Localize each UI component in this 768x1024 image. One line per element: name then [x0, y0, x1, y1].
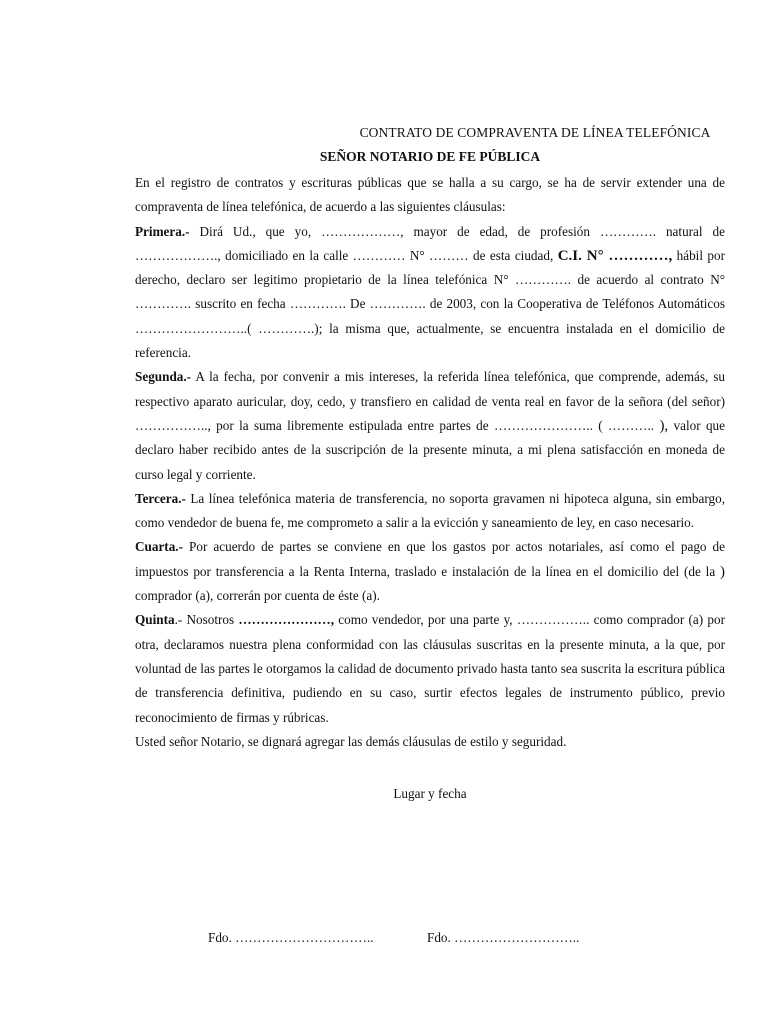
clause-primera-ci: C.I. N° …………, — [557, 247, 673, 264]
clause-cuarta-text-2: comprador (a), correrán por cuenta de éste (a). — [135, 588, 380, 604]
closing-paragraph: Usted señor Notario, se dignará agregar las demás cláusulas de estilo y seguridad. — [135, 733, 567, 749]
clause-quinta-dots: …………………, — [238, 612, 334, 628]
clause-quinta-text-1: .- Nosotros — [174, 612, 239, 628]
clause-quinta — [135, 608, 725, 729]
clause-primera-text-2: hábil por derecho, declaro ser legitimo propietario de la línea telefónica N° …………. de acuerdo al contrato N° …………. suscrito en fecha …………. De …………. de 2003, con la Cooperativa de Teléfonos Automáticos ……………………..( ………….); la misma que, actualmente, se encuentra instalada en el domicilio de referencia. — [135, 247, 725, 361]
document-body — [135, 171, 725, 754]
clause-quinta-text-2: como vendedor, por una parte y, …………….. como comprador (a) por otra, declaramos nuestra plena conformidad con las cláusulas suscritas en la presente minuta, a la que, por voluntad de las partes le otorgamos la calidad de documento privado hasta tanto sea suscrita la escritura pública de transferencia definitiva, pudiendo en su caso, surtir efectos legales de instrumento público, previo reconocimiento de firmas y rúbricas. — [135, 612, 725, 725]
clause-cuarta — [135, 535, 725, 608]
clause-cuarta-paren: ) — [720, 563, 725, 580]
signature-line-2: Fdo. ……………………….. — [427, 930, 580, 945]
clause-segunda-text-1: A la fecha, por convenir a mis intereses, la referida línea telefónica, que comprende, además, su respectivo aparato auricular, doy, cedo, y transfiero en calidad de venta real en favor de la señora (del señor) …………….., por la suma libremente estipulada entre partes de ………………….. ( ……….. — [135, 369, 725, 433]
clause-tercera-title: Tercera.- — [135, 490, 186, 506]
clause-cuarta-text-1: Por acuerdo de partes se conviene en que los gastos por actos notariales, así como el pago de impuestos por transferencia a la Renta Interna, traslado e instalación de la línea en el domicilio del (de la — [135, 539, 725, 579]
clause-segunda-text-2: valor que declaro haber recibido antes de la suscripción de la presente minuta, a mi plena satisfacción en moneda de curso legal y corriente. — [135, 417, 726, 482]
clause-tercera — [135, 487, 725, 536]
clause-segunda — [135, 365, 725, 486]
signature-line-1: Fdo. ………………………….. — [208, 930, 374, 945]
place-and-date: Lugar y fecha — [393, 786, 467, 801]
clause-quinta-title: Quinta — [135, 612, 175, 628]
clause-tercera-text: La línea telefónica materia de transferencia, no soporta gravamen ni hipoteca alguna, sin embargo, como vendedor de buena fe, me comprometo a salir a la evicción y saneamiento de ley, en caso necesario. — [135, 490, 725, 531]
document-title: CONTRATO DE COMPRAVENTA DE LÍNEA TELEFÓNICA — [359, 125, 711, 140]
intro-paragraph: En el registro de contratos y escrituras públicas que se halla a su cargo, se ha de servir extender una de compraventa de línea telefónica, de acuerdo a las siguientes cláusulas: — [135, 175, 725, 215]
clause-primera-text-1: Dirá Ud., que yo, ………………, mayor de edad, de profesión …………. natural de ………………., domiciliado en la calle ………… N° ……… de esta ciudad, — [135, 223, 725, 263]
clause-segunda-title: Segunda.- — [135, 369, 192, 385]
clause-primera-title: Primera.- — [135, 223, 190, 239]
clause-segunda-paren: ), — [659, 417, 669, 434]
document-subtitle: SEÑOR NOTARIO DE FE PÚBLICA — [319, 149, 541, 164]
clause-primera — [135, 220, 725, 366]
clause-cuarta-title: Cuarta.- — [135, 539, 183, 555]
